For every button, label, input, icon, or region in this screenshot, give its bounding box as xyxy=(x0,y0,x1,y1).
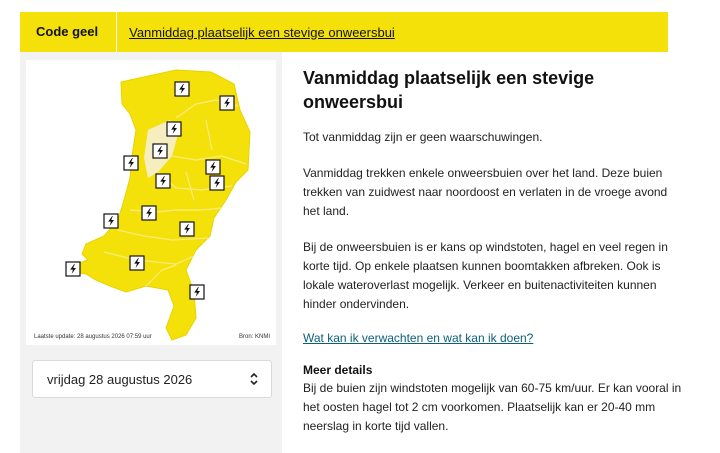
map-footer xyxy=(34,334,270,340)
article xyxy=(303,66,683,436)
article-paragraph-3: Bij de onweersbuien is er kans op windstoten, hagel en veel regen in korte tijd. Op enkele plaatsen kunnen boomtakken afbreken. Ook is lokale wateroverlast mogelijk. Verkeer en buitenactiviteiten kunnen hinder ondervinden. xyxy=(303,240,668,311)
warning-code-label: Code geel xyxy=(36,24,99,39)
warning-headline-link[interactable]: Vanmiddag plaatselijk een stevige onweersbui xyxy=(129,24,395,40)
map-svg xyxy=(26,60,276,345)
article-paragraph-1: Tot vanmiddag zijn er geen waarschuwingen. xyxy=(303,130,543,144)
faq-link[interactable]: Wat kan ik verwachten en wat kan ik doen? xyxy=(303,331,534,345)
date-select[interactable] xyxy=(32,360,272,398)
article-paragraph-2: Vanmiddag trekken enkele onweersbuien over het land. Deze buien trekken van zuidwest naar noordoost en verlaten in de vroege avond het land. xyxy=(303,166,668,218)
date-select-value: vrijdag 28 augustus 2026 xyxy=(47,371,193,387)
details-text: Bij de buien zijn windstoten mogelijk van 60-75 km/uur. Er kan vooral in het oosten hagel tot 2 cm voorkomen. Plaatselijk kan er 20-40 mm neerslag in korte tijd vallen. xyxy=(303,381,682,433)
details-heading: Meer details xyxy=(303,363,373,377)
map-last-update: Laatste update: 28 augustus 2026 07:59 uur xyxy=(34,334,152,340)
warning-banner xyxy=(20,12,668,52)
netherlands-warning-map[interactable] xyxy=(26,60,276,345)
chevron-up-down-icon xyxy=(249,372,259,386)
map-source: Bron: KNMI xyxy=(238,334,270,340)
article-title: Vanmiddag plaatselijk een stevige onweersbui xyxy=(303,68,595,112)
banner-divider xyxy=(116,12,117,52)
